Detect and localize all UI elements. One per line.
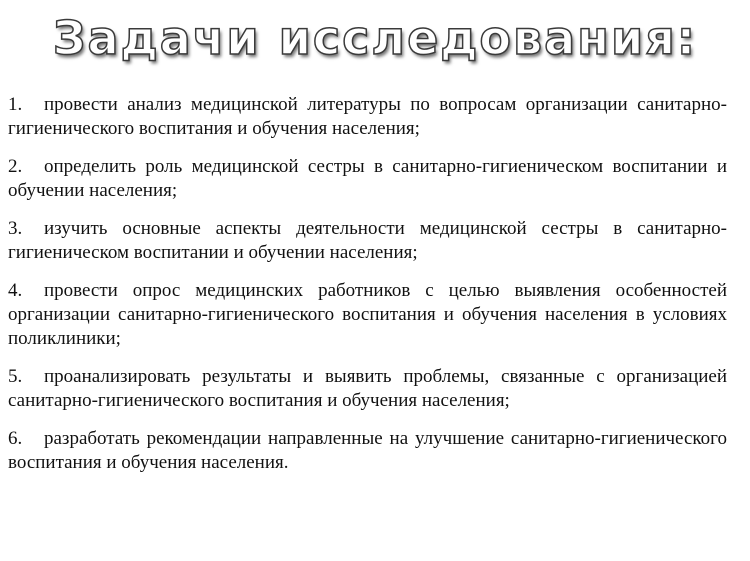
task-item-2 — [8, 155, 727, 203]
task-number: 1. — [8, 94, 23, 115]
task-item-5 — [8, 365, 727, 413]
task-number: 5. — [8, 366, 23, 387]
task-list — [8, 93, 727, 489]
task-number: 4. — [8, 280, 23, 301]
task-number: 3. — [8, 218, 23, 239]
task-number: 2. — [8, 156, 23, 177]
task-text: определить роль медицинской сестры в санитарно-гигиеническом воспитании и обучении населения; — [8, 156, 727, 201]
task-text: проанализировать результаты и выявить проблемы, связанные с организацией санитарно-гигиенического воспитания и обучения населения; — [8, 366, 727, 411]
task-number: 6. — [8, 428, 23, 449]
task-text: разработать рекомендации направленные на улучшение санитарно-гигиенического воспитания и обучения населения. — [8, 428, 727, 473]
task-item-6 — [8, 427, 727, 475]
task-item-3 — [8, 217, 727, 265]
task-text: провести опрос медицинских работников с целью выявления особенностей организации санитарно-гигиенического воспитания и обучения населения в условиях поликлиники; — [8, 280, 727, 349]
task-text: провести анализ медицинской литературы по вопросам организации санитарно-гигиенического воспитания и обучения населения; — [8, 94, 727, 139]
task-item-1 — [8, 93, 727, 141]
task-text: изучить основные аспекты деятельности медицинской сестры в санитарно-гигиеническом воспитании и обучении населения; — [8, 218, 727, 263]
slide-title: Задачи исследования: — [52, 11, 698, 65]
task-item-4 — [8, 279, 727, 351]
